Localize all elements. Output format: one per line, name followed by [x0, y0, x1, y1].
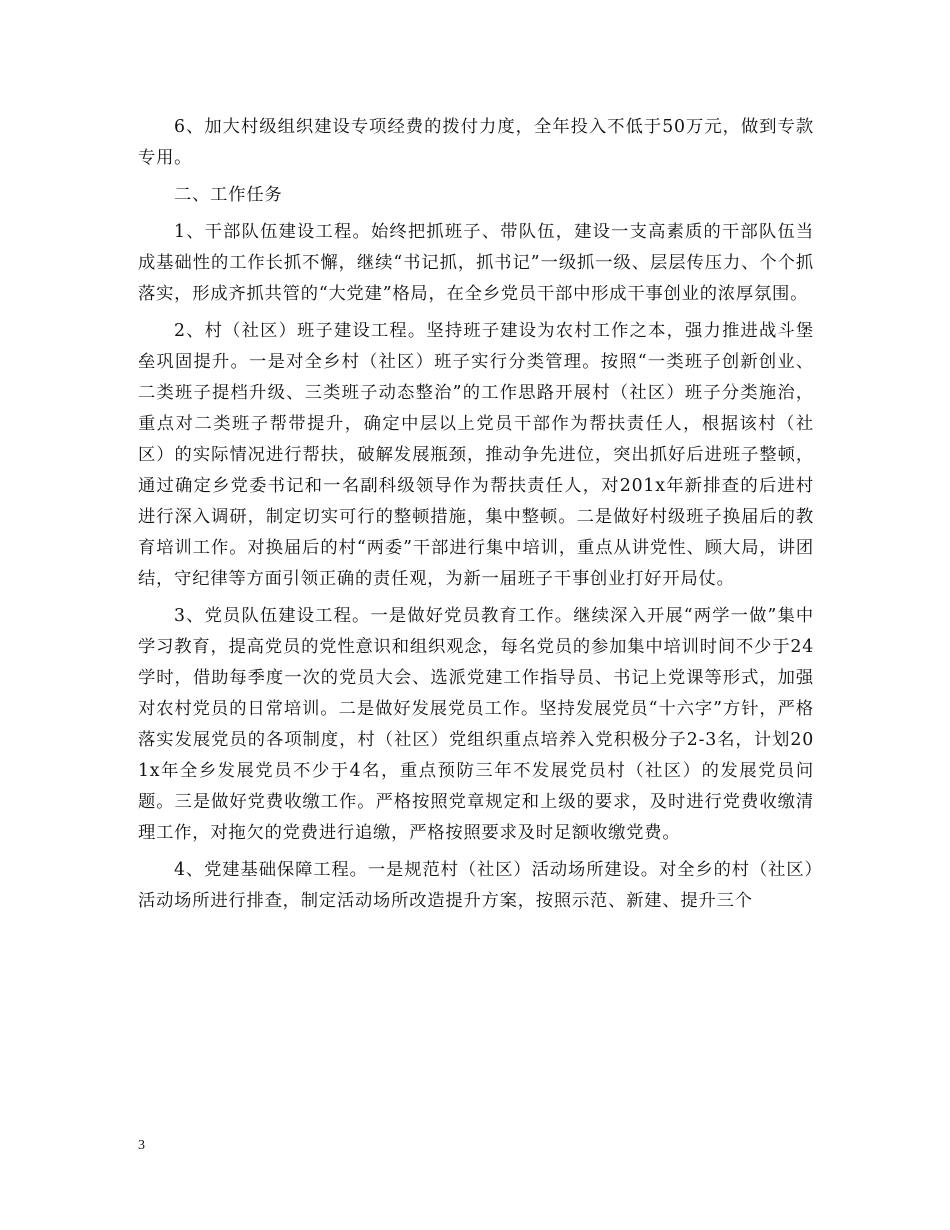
section-heading-work-tasks: 二、工作任务	[174, 185, 283, 205]
page-number: 3	[138, 1138, 145, 1153]
paragraph-funding: 6、加大村级组织建设专项经费的拨付力度，全年投入不低于50万元，做到专款专用。	[138, 117, 814, 168]
paragraph-cadre-team: 1、干部队伍建设工程。始终把抓班子、带队伍，建设一支高素质的干部队伍当成基础性的工作长抓不懈，继续“书记抓，抓书记”一级抓一级、层层传压力、个个抓落实，形成齐抓共管的“大党建”格局，在全乡党员干部中形成干事创业的浓厚氛围。	[138, 222, 814, 304]
paragraph-party-members: 3、党员队伍建设工程。一是做好党员教育工作。继续深入开展“两学一做”集中学习教育，提高党员的党性意识和组织观念，每名党员的参加集中培训时间不少于24学时，借助每季度一次的党员大会、选派党建工作指导员、书记上党课等形式，加强对农村党员的日常培训。二是做好发展党员工作。坚持发展党员“十六字”方针，严格落实发展党员的各项制度，村（社区）党组织重点培养入党积极分子2-3名，计划201x年全乡发展党员不少于4名，重点预防三年不发展党员村（社区）的发展党员问题。三是做好党费收缴工作。严格按照党章规定和上级的要求，及时进行党费收缴清理工作，对拖欠的党费进行追缴，严格按照要求及时足额收缴党费。	[138, 606, 814, 843]
paragraph-infrastructure: 4、党建基础保障工程。一是规范村（社区）活动场所建设。对全乡的村（社区）活动场所进行排查，制定活动场所改造提升方案，按照示范、新建、提升三个	[138, 860, 814, 911]
document-body	[138, 112, 814, 923]
paragraph-village-leadership: 2、村（社区）班子建设工程。坚持班子建设为农村工作之本，强力推进战斗堡垒巩固提升。一是对全乡村（社区）班子实行分类管理。按照“一类班子创新创业、二类班子提档升级、三类班子动态整治”的工作思路开展村（社区）班子分类施治，重点对二类班子帮带提升，确定中层以上党员干部作为帮扶责任人，根据该村（社区）的实际情况进行帮扶，破解发展瓶颈，推动争先进位，突出抓好后进班子整顿，通过确定乡党委书记和一名副科级领导作为帮扶责任人，对201x年新排查的后进村进行深入调研，制定切实可行的整顿措施，集中整顿。二是做好村级班子换届后的教育培训工作。对换届后的村“两委”干部进行集中培训，重点从讲党性、顾大局，讲团结，守纪律等方面引领正确的责任观，为新一届班子干事创业打好开局仗。	[138, 321, 814, 589]
